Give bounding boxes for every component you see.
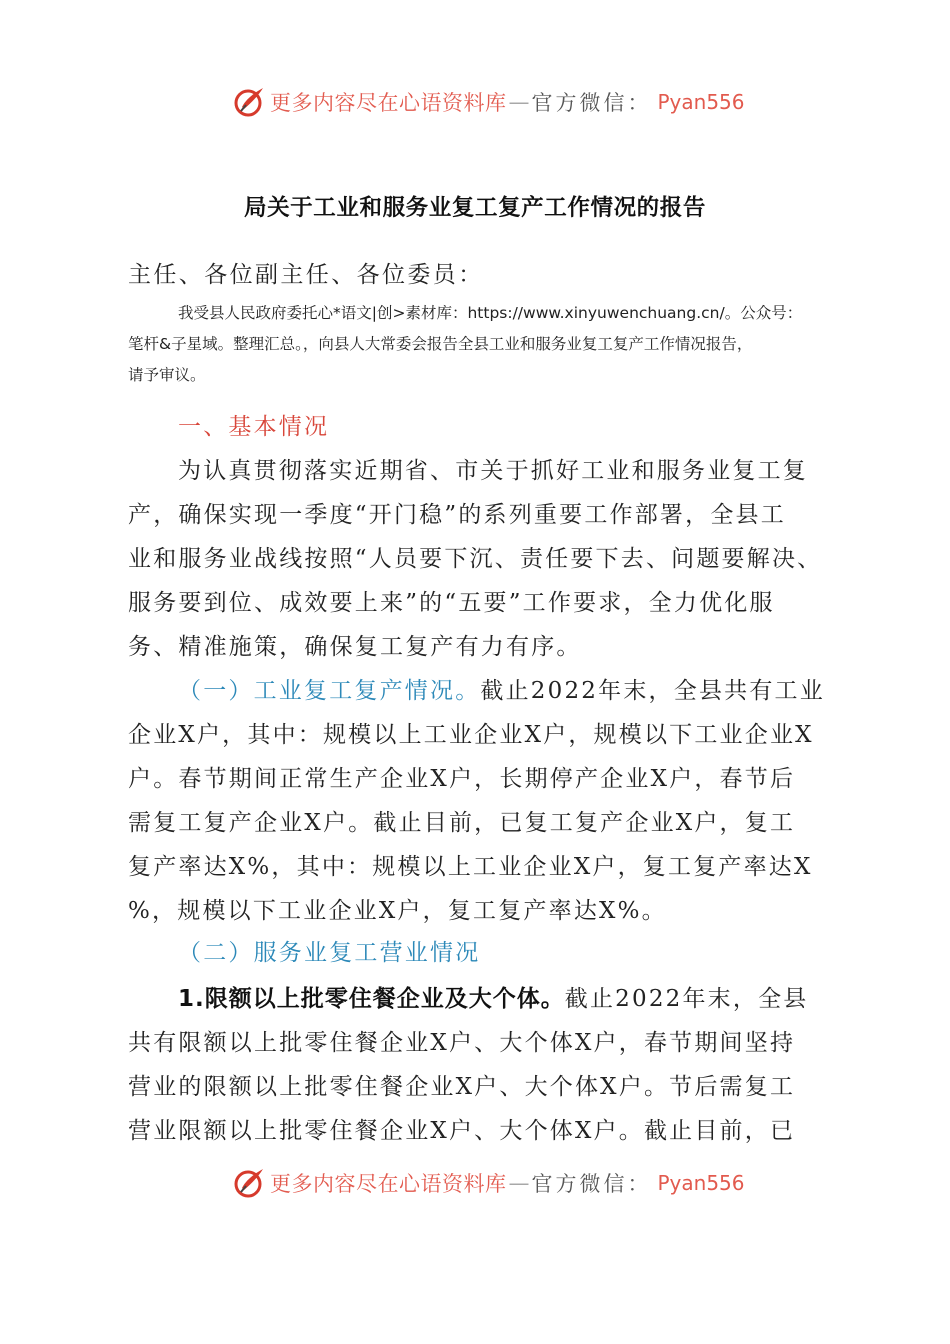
para1-line: 为认真贯彻落实近期省、市关于抓好工业和服务业复工复 [178,458,808,484]
para1-line: 产，确保实现一季度“开门稳”的系列重要工作部署，全县工 [128,502,786,528]
header-watermark-banner [0,82,950,122]
para1-line: 业和服务业战线按照“人员要下沉、责任要下去、问题要解决、 [128,546,823,572]
banner-main-text: 更多内容尽在心语资料库 [270,91,507,115]
banner-main-text: 更多内容尽在心语资料库 [270,1172,507,1196]
para1-line: 务、精准施策，确保复工复产有力有序。 [128,634,582,660]
sub1-line: 复产率达X%，其中：规模以上工业企业X户，复工复产率达X [128,854,813,880]
sub1-lead: 截止2022年末，全县共有工业 [480,678,825,704]
document-title: 局关于工业和服务业复工复产工作情况的报告 [243,195,706,221]
sub1-first-line [178,672,898,705]
intro-paragraph [128,298,848,391]
quill-logo-icon [232,1166,266,1200]
salutation: 主任、各位副主任、各位委员： [128,262,484,288]
intro-line: 我受县人民政府委托心*语文|创>素材库：https://www.xinyuwenchuang.cn/。公众号： [178,304,803,322]
sub1-line: 需复工复产企业X户。截止目前，已复工复产企业X户，复工 [128,810,796,836]
quill-logo-icon [232,85,266,119]
item1-line: 共有限额以上批零住餐企业X户、大个体X户，春节期间坚持 [128,1030,796,1056]
sub1-line: 企业X户，其中：规模以上工业企业X户，规模以下工业企业X [128,722,814,748]
banner-official-text: 官方微信： [531,1172,652,1196]
intro-line: 笔杆&子星域。整理汇总。，向县人大常委会报告全县工业和服务业复工复产工作情况报告， [128,335,753,353]
footer-watermark-banner [0,1163,950,1203]
item1-heading: 1.限额以上批零住餐企业及大个体。 [178,986,565,1012]
banner-dash: — [508,1171,530,1195]
sub1-line: 户。春节期间正常生产企业X户，长期停产企业X户，春节后 [128,766,796,792]
item1-lead: 截止2022年末，全县 [564,986,809,1012]
banner-official-text: 官方微信： [531,91,652,115]
item1-first-line [178,980,898,1013]
subsection-heading-industry: （一）工业复工复产情况。 [178,678,481,704]
section-heading-basic: 一、基本情况 [178,414,330,440]
item1-line: 营业的限额以上批零住餐企业X户、大个体X户。节后需复工 [128,1074,796,1100]
banner-dash: — [508,90,530,114]
intro-line: 请予审议。 [128,366,206,384]
item1-line: 营业限额以上批零住餐企业X户、大个体X户。截止目前，已 [128,1118,796,1144]
sub1-line: %，规模以下工业企业X户，复工复产率达X%。 [128,898,667,924]
banner-wechat-id: Pyan556 [657,90,745,114]
para1-line: 服务要到位、成效要上来”的“五要”工作要求，全力优化服 [128,590,775,616]
banner-wechat-id: Pyan556 [657,1171,745,1195]
subsection-heading-service: （二）服务业复工营业情况 [178,940,481,966]
